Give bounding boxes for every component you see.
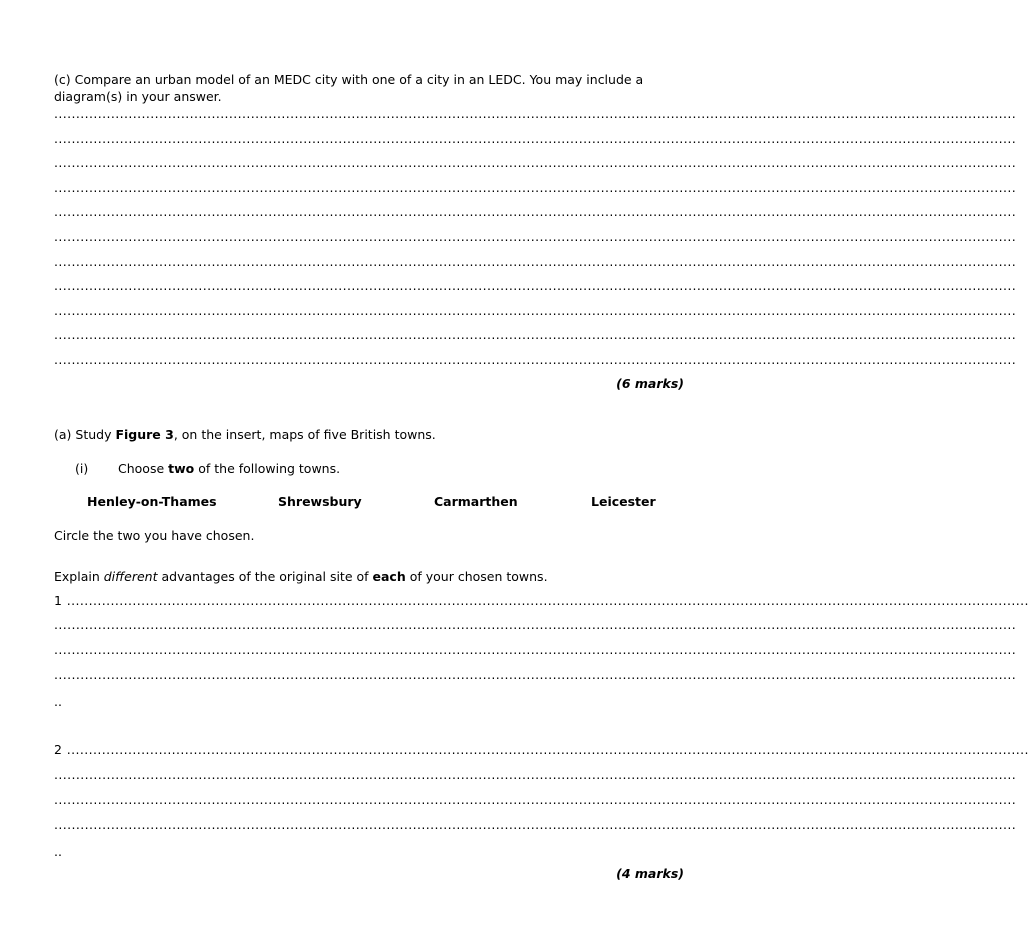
answer-2-continuation: .. [54, 844, 62, 859]
answer-line[interactable]: ............................................................................................................................................................................................................................ [54, 667, 1017, 682]
town-option-leicester[interactable]: Leicester [591, 494, 656, 509]
answer-line[interactable]: ............................................................................................................................................................................................................................ [54, 327, 1017, 342]
question-c-marks: (6 marks) [616, 376, 684, 391]
answer-line[interactable]: ............................................................................................................................................................................................................................ [54, 642, 1017, 657]
answer-line[interactable]: ............................................................................................................................................................................................................................ [54, 254, 1017, 269]
answer-line[interactable]: ............................................................................................................................................................................................................................ [54, 278, 1017, 293]
answer-line[interactable]: ............................................................................................................................................................................................................................ [54, 352, 1017, 367]
answer-line[interactable]: ............................................................................................................................................................................................................................ [54, 767, 1017, 782]
town-option-henley[interactable]: Henley-on-Thames [87, 494, 217, 509]
explain-instruction: Explain different advantages of the original site of each of your chosen towns. [54, 569, 548, 584]
town-option-shrewsbury[interactable]: Shrewsbury [278, 494, 362, 509]
answer-line[interactable]: 1 ............................................................................................................................................................................................................................ [54, 593, 1029, 608]
answer-line[interactable]: ............................................................................................................................................................................................................................ [54, 131, 1017, 146]
answer-line[interactable]: ............................................................................................................................................................................................................................ [54, 229, 1017, 244]
answer-line[interactable]: ............................................................................................................................................................................................................................ [54, 817, 1017, 832]
answer-line[interactable]: ............................................................................................................................................................................................................................ [54, 303, 1017, 318]
answer-line[interactable]: ............................................................................................................................................................................................................................ [54, 155, 1017, 170]
circle-instruction: Circle the two you have chosen. [54, 528, 255, 543]
answer-line[interactable]: ............................................................................................................................................................................................................................ [54, 617, 1017, 632]
subquestion-label: (i) [75, 461, 89, 476]
question-a-text: (a) Study Figure 3, on the insert, maps of five British towns. [54, 427, 436, 442]
answer-line[interactable]: ............................................................................................................................................................................................................................ [54, 792, 1017, 807]
figure-reference: Figure 3 [115, 427, 174, 442]
answer-line[interactable]: ............................................................................................................................................................................................................................ [54, 180, 1017, 195]
question-c-prompt: (c) Compare an urban model of an MEDC city with one of a city in an LEDC. You may include a diagram(s) in your answer. [54, 72, 644, 104]
subquestion-text: Choose two of the following towns. [118, 461, 341, 476]
answer-1-continuation: .. [54, 694, 62, 709]
answer-line[interactable]: ............................................................................................................................................................................................................................ [54, 106, 1017, 121]
answer-line[interactable]: ............................................................................................................................................................................................................................ [54, 204, 1017, 219]
question-a-marks: (4 marks) [616, 866, 684, 881]
town-option-carmarthen[interactable]: Carmarthen [434, 494, 518, 509]
answer-line[interactable]: 2 ............................................................................................................................................................................................................................ [54, 742, 1029, 757]
question-c-text [54, 71, 684, 105]
